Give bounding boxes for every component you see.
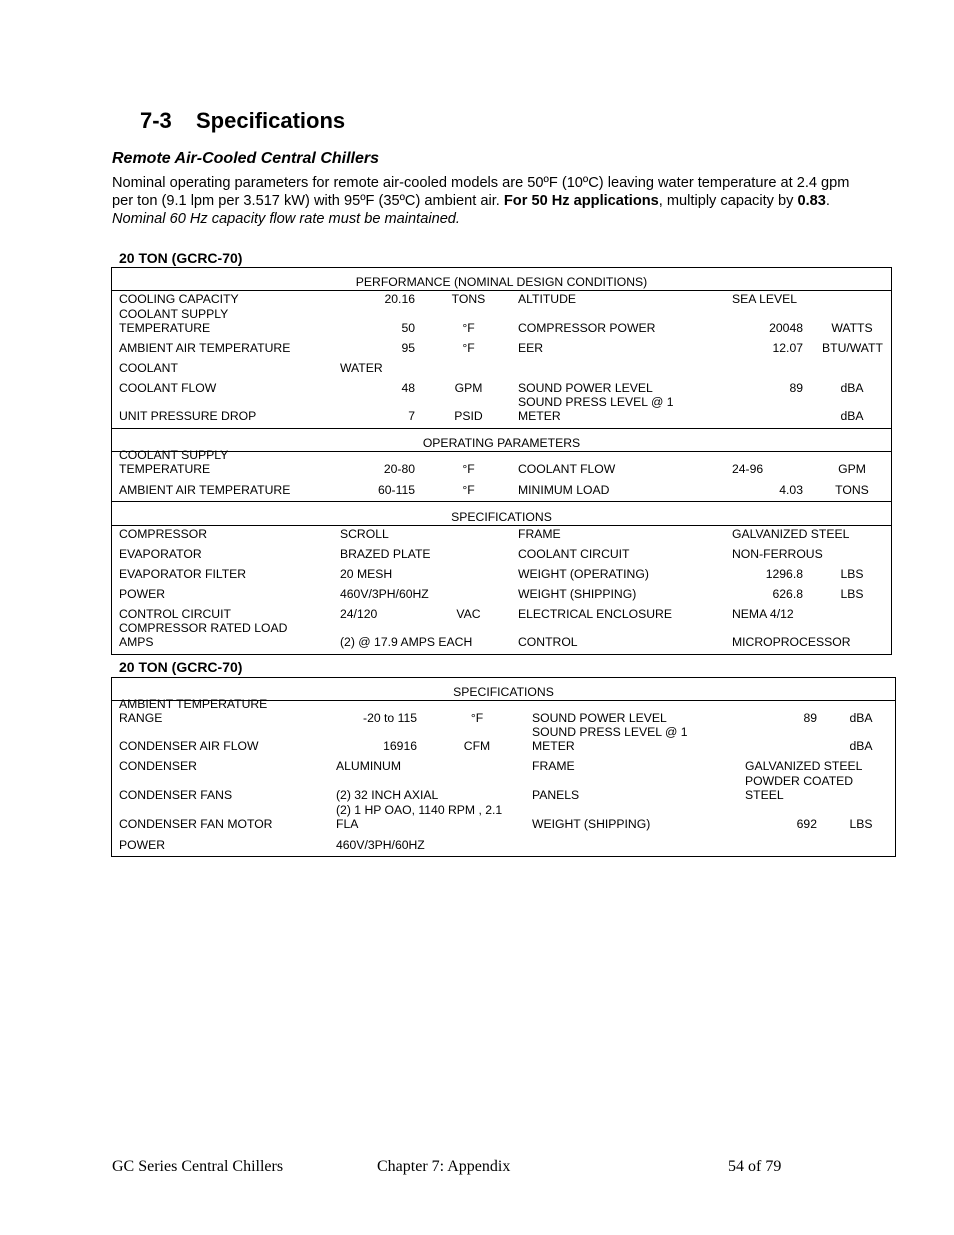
right-label: COMPRESSOR POWER [518, 321, 656, 335]
intro-paragraph [112, 174, 852, 228]
right-label: WEIGHT (SHIPPING) [532, 817, 651, 831]
right-value: POWDER COATED STEEL [745, 774, 854, 802]
intro-text-1: Nominal operating parameters for remote air-cooled models are 50ºF (10ºC) leaving water temperature at 2.4 gpm per ton (9.1 lpm per 3.517 kW) with 95ºF (35ºC) ambient air. [112, 175, 850, 209]
right-label: SOUND POWER LEVEL [518, 381, 653, 395]
left-label: POWER [119, 587, 166, 601]
left-label: EVAPORATOR FILTER [119, 567, 247, 581]
left-label: COOLANT SUPPLY TEMPERATURE [119, 307, 229, 335]
right-unit: dBA [840, 409, 864, 423]
right-unit: LBS [849, 817, 873, 831]
right-unit: dBA [840, 381, 864, 395]
right-value: 1296.8 [765, 567, 803, 581]
left-label: COOLANT SUPPLY TEMPERATURE [119, 448, 229, 476]
divider [112, 501, 891, 502]
right-label: ELECTRICAL ENCLOSURE [518, 607, 672, 621]
left-label: POWER [119, 838, 166, 852]
right-label: MINIMUM LOAD [518, 483, 610, 497]
left-unit: °F [462, 321, 475, 335]
left-value: 48 [401, 381, 415, 395]
right-unit: GPM [838, 462, 866, 476]
right-label: SOUND PRESS LEVEL @ 1 METER [518, 395, 674, 423]
left-unit: VAC [456, 607, 481, 621]
right-label: CONTROL [518, 635, 578, 649]
left-value: 460V/3PH/60HZ [340, 587, 429, 601]
right-value: MICROPROCESSOR [732, 635, 851, 649]
left-value: (2) @ 17.9 AMPS EACH [340, 635, 473, 649]
left-label: COOLING CAPACITY [119, 292, 239, 306]
right-value: SEA LEVEL [732, 292, 798, 306]
left-value: 20 MESH [340, 567, 393, 581]
left-value: 20.16 [384, 292, 415, 306]
right-value: 89 [803, 711, 817, 725]
specs-header: SPECIFICATIONS [453, 685, 554, 699]
intro-text-2: , multiply capacity by [658, 193, 798, 209]
left-value: 16916 [383, 739, 417, 753]
right-value: 24-96 [732, 462, 764, 476]
operating-header: OPERATING PARAMETERS [422, 436, 581, 450]
left-label: AMBIENT AIR TEMPERATURE [119, 341, 291, 355]
left-value: 95 [401, 341, 415, 355]
divider [112, 428, 891, 429]
left-label: EVAPORATOR [119, 547, 202, 561]
left-unit: PSID [454, 409, 483, 423]
right-unit: dBA [849, 739, 873, 753]
right-unit: BTU/WATT [822, 341, 883, 355]
right-label: WEIGHT (SHIPPING) [518, 587, 637, 601]
divider [112, 525, 891, 526]
intro-bold-2: 0.83 [797, 193, 826, 209]
right-value: 626.8 [772, 587, 803, 601]
right-value: NON-FERROUS [732, 547, 823, 561]
left-value: 7 [408, 409, 415, 423]
left-value: 50 [401, 321, 415, 335]
right-unit: LBS [840, 587, 864, 601]
right-label: COOLANT FLOW [518, 462, 616, 476]
right-unit: TONS [835, 483, 869, 497]
right-label: ALTITUDE [518, 292, 577, 306]
left-unit: °F [470, 711, 484, 725]
left-unit: °F [462, 462, 475, 476]
intro-italic: Nominal 60 Hz capacity flow rate must be maintained. [112, 211, 460, 227]
footer-center: Chapter 7: Appendix [377, 1158, 511, 1175]
left-unit: TONS [451, 292, 486, 306]
left-label: CONDENSER AIR FLOW [119, 739, 259, 753]
right-label: PANELS [532, 788, 580, 802]
left-label: CONDENSER FAN MOTOR [119, 817, 273, 831]
left-label: CONTROL CIRCUIT [119, 607, 231, 621]
right-value: 89 [789, 381, 803, 395]
right-unit: WATTS [831, 321, 873, 335]
right-value: 4.03 [779, 483, 803, 497]
left-value: ALUMINUM [336, 759, 402, 773]
right-unit: dBA [849, 711, 873, 725]
subheading: Remote Air-Cooled Central Chillers [112, 150, 380, 167]
right-label: SOUND PRESS LEVEL @ 1 METER [532, 725, 688, 753]
left-unit: °F [462, 483, 475, 497]
right-label: FRAME [532, 759, 575, 773]
left-value: (2) 32 INCH AXIAL [336, 788, 439, 802]
left-label: CONDENSER [119, 759, 197, 773]
intro-bold-1: For 50 Hz applications [503, 193, 659, 209]
left-value: (2) 1 HP OAO, 1140 RPM , 2.1 FLA [336, 803, 503, 831]
left-value: 460V/3PH/60HZ [336, 838, 425, 852]
left-value: -20 to 115 [363, 711, 417, 725]
left-unit: °F [462, 341, 475, 355]
left-label: COMPRESSOR RATED LOAD AMPS [119, 621, 288, 649]
performance-header: PERFORMANCE (NOMINAL DESIGN CONDITIONS) [355, 275, 648, 289]
divider [112, 290, 891, 291]
left-value: WATER [340, 361, 383, 375]
left-label: COOLANT FLOW [119, 381, 217, 395]
right-value: GALVANIZED STEEL [745, 759, 863, 773]
right-label: EER [518, 341, 544, 355]
right-value: 12.07 [772, 341, 803, 355]
section-title [140, 108, 345, 134]
left-label: COMPRESSOR [119, 527, 208, 541]
right-label: WEIGHT (OPERATING) [518, 567, 649, 581]
left-unit: GPM [454, 381, 483, 395]
left-label: AMBIENT AIR TEMPERATURE [119, 483, 291, 497]
left-value: SCROLL [340, 527, 389, 541]
table2-title: 20 TON (GCRC-70) [119, 659, 243, 675]
right-value: 692 [796, 817, 817, 831]
right-label: COOLANT CIRCUIT [518, 547, 630, 561]
left-unit: CFM [463, 739, 491, 753]
right-unit: LBS [840, 567, 864, 581]
left-label: UNIT PRESSURE DROP [119, 409, 257, 423]
right-label: FRAME [518, 527, 561, 541]
spec-table-2 [111, 677, 896, 857]
left-label: AMBIENT TEMPERATURE RANGE [119, 697, 268, 725]
footer-left: GC Series Central Chillers [112, 1158, 284, 1175]
left-value: 24/120 [340, 607, 378, 621]
right-value: 20048 [769, 321, 803, 335]
right-label: SOUND POWER LEVEL [532, 711, 667, 725]
left-value: BRAZED PLATE [340, 547, 431, 561]
intro-text-3: . [825, 193, 830, 209]
right-value: NEMA 4/12 [732, 607, 794, 621]
footer-page: 54 of 79 [728, 1158, 782, 1175]
left-value: 20-80 [383, 462, 415, 476]
section-number: 7-3 [140, 108, 172, 133]
spec-table-1 [111, 267, 892, 655]
table1-title: 20 TON (GCRC-70) [119, 250, 243, 266]
section-title-text: Specifications [196, 108, 346, 133]
left-value: 60-115 [377, 483, 415, 497]
left-label: CONDENSER FANS [119, 788, 233, 802]
left-label: COOLANT [119, 361, 178, 375]
right-value: GALVANIZED STEEL [732, 527, 850, 541]
specs-header: SPECIFICATIONS [451, 510, 552, 524]
